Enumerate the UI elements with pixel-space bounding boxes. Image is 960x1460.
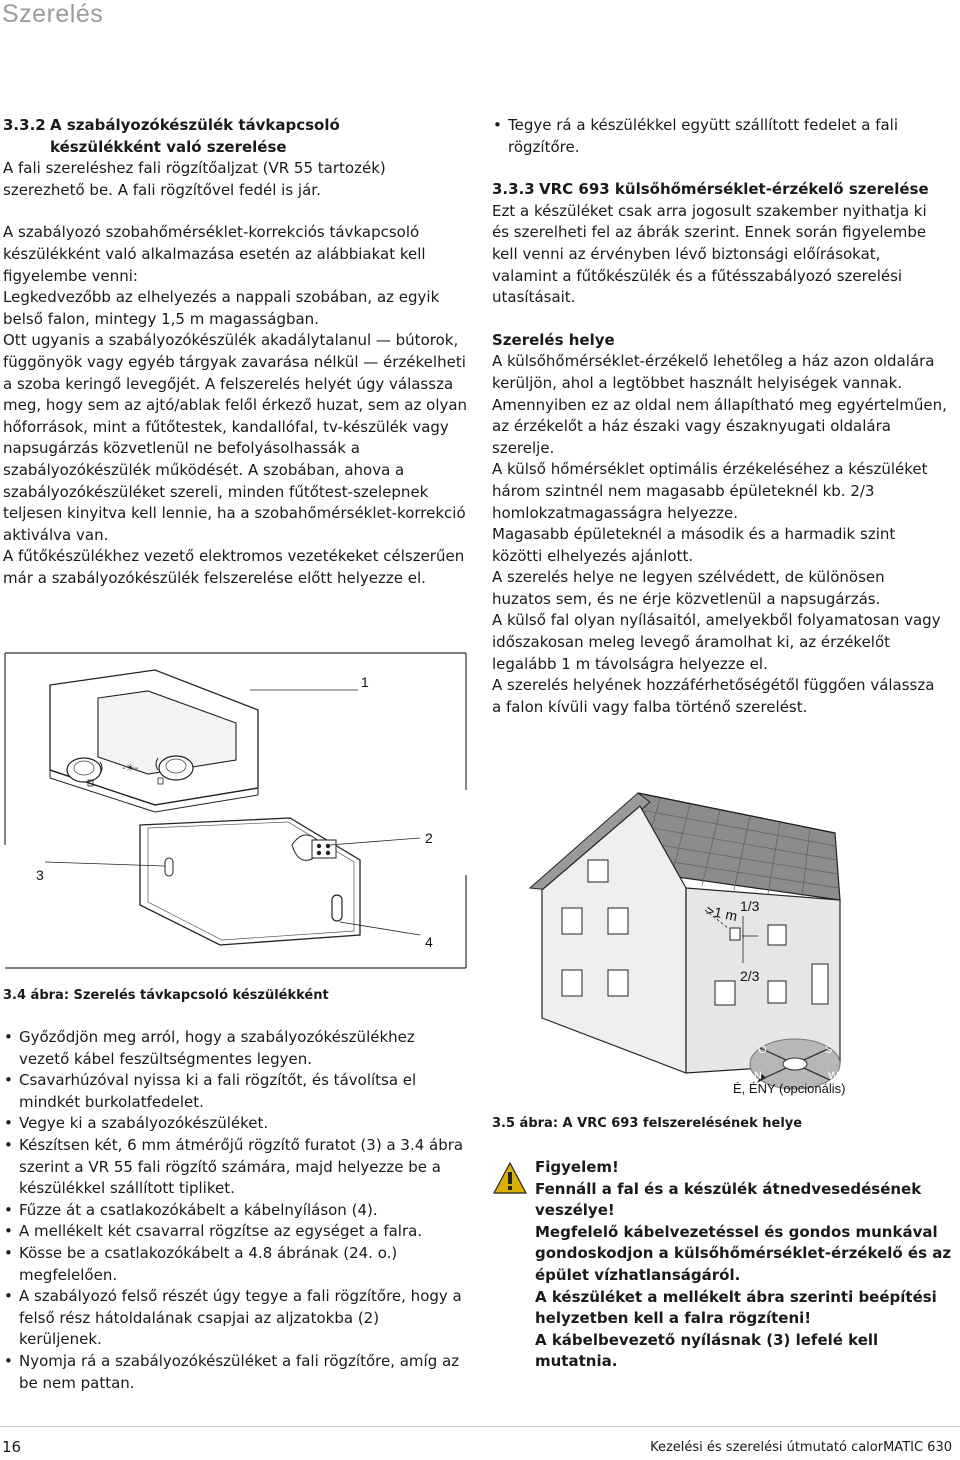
compass-w: W: [828, 1070, 839, 1082]
figure-label-4: 4: [425, 934, 433, 950]
footer-divider: [0, 1426, 960, 1427]
paragraph: Amennyiben ez az oldal nem állapítható meg egyértelműen, az érzékelőt a ház északi vagy északnyugati oldalára szerelje.: [492, 395, 947, 457]
list-item: • Győződjön meg arról, hogy a szabályozókészülékhez vezető kábel feszültségmentes legyen.: [3, 1027, 465, 1070]
warning-text: [535, 1157, 954, 1373]
svg-text:-☀-: -☀-: [122, 763, 139, 774]
figure-label-3: 3: [36, 867, 44, 883]
section-title-line2: készülékként való szerelése: [50, 137, 287, 156]
warning-triangle-icon: [492, 1161, 528, 1195]
list-item: • Csavarhúzóval nyissa ki a fali rögzítőt, és távolítsa el mindkét burkolatfedelet.: [3, 1070, 465, 1113]
list-item: • Nyomja rá a szabályozókészüléket a fali rögzítőre, amíg az be nem pattan.: [3, 1351, 465, 1394]
figure-3-4-caption: 3.4 ábra: Szerelés távkapcsoló készülékként: [3, 988, 329, 1003]
page-number: 16: [2, 1438, 22, 1456]
label-one-third: 1/3: [740, 898, 760, 914]
paragraph: A szerelés helyének hozzáférhetőségétől függően válassza a falon kívüli vagy falba történő szerelést.: [492, 676, 935, 716]
list-item: • Kösse be a csatlakozókábelt a 4.8 ábrának (24. o.) megfelelően.: [3, 1243, 465, 1286]
compass-n: N: [754, 1070, 762, 1082]
list-item: • Tegye rá a készülékkel együtt szállított fedelet a fali rögzítőre.: [492, 115, 947, 158]
paragraph: A szabályozó szobahőmérséklet-korrekciós távkapcsoló készülékként való alkalmazása esetén az alábbiakat kell figyelembe venni:: [3, 223, 426, 285]
right-column: [492, 115, 947, 718]
footer-title: Kezelési és szerelési útmutató calorMATIC 630: [650, 1440, 952, 1455]
compass-o: O: [758, 1044, 767, 1056]
section-number: 3.3.3: [492, 180, 535, 199]
section-number: 3.3.2: [3, 116, 46, 134]
left-column: [3, 115, 468, 589]
paragraph: A szerelés helye ne legyen szélvédett, de különösen huzatos sem, és ne érje közvetlenül a napsugárzás.: [492, 568, 885, 608]
list-item: • Vegye ki a szabályozókészüléket.: [3, 1113, 465, 1135]
installation-steps-list: [3, 1027, 465, 1394]
figure-3-4: [0, 650, 470, 970]
paragraph: Magasabb épületeknél a második és a harmadik szint közötti elhelyezés ajánlott.: [492, 525, 896, 565]
label-two-thirds: 2/3: [740, 968, 760, 984]
paragraph: Legkedvezőbb az elhelyezés a nappali szobában, az egyik belső falon, mintegy 1,5 m magasságban.: [3, 288, 440, 328]
warning-line: Megfelelő kábelvezetéssel és gondos munkával gondoskodjon a külsőhőmérséklet-érzékelő és az épület vízhatlanságáról.: [535, 1222, 952, 1284]
orientation-option-label: É, ÉNY (opcionális): [733, 1081, 846, 1096]
page-header-title: Szerelés: [2, 0, 104, 28]
list-item: • A mellékelt két csavarral rögzítse az egységet a falra.: [3, 1221, 465, 1243]
right-top-bullet-list: [492, 115, 947, 158]
list-item: • Készítsen két, 6 mm átmérőjű rögzítő furatot (3) a 3.4 ábra szerint a VR 55 fali rögzítő számára, majd helyezze be a készülékkel szállított tipliket.: [3, 1135, 465, 1200]
figure-3-5: [490, 778, 956, 1108]
paragraph: A külső fal olyan nyílásaitól, amelyekből folyamatosan vagy időszakosan meleg levegő áramolhat ki, az érzékelőt legalább 1 m távolságra helyezze el.: [492, 611, 941, 673]
warning-title: Figyelem!: [535, 1158, 619, 1176]
compass-s: S: [825, 1044, 833, 1056]
warning-block: [492, 1157, 954, 1373]
list-item: • Fűzze át a csatlakozókábelt a kábelnyíláson (4).: [3, 1200, 465, 1222]
paragraph: A fali szereléshez fali rögzítőaljzat (VR 55 tartozék) szerezhető be. A fali rögzítővel fedél is jár.: [3, 159, 386, 199]
section-heading-3-3-3: [492, 179, 947, 201]
wall-mount-illustration: [0, 650, 470, 970]
list-item: • A szabályozó felső részét úgy tegye a fali rögzítőre, hogy a felső rész hátoldalának csapjai az aljzatokba (2) kerüljenek.: [3, 1286, 465, 1351]
house-illustration: [490, 778, 956, 1108]
section-heading-3-3-2: [3, 115, 468, 158]
warning-line: A készüléket a mellékelt ábra szerinti beépítési helyzetben kell a falra rögzíteni!: [535, 1287, 937, 1328]
right-intro: Ezt a készüléket csak arra jogosult szakember nyithatja ki és szerelheti fel az ábrák szerint. Ennek során figyelembe kell venni az érvényben lévő biztonsági előírásokat, valamint a fűtőkészülék és a fűtésszabályozó szerelési utasításait.: [492, 201, 927, 307]
section-title: VRC 693 külsőhőmérséklet-érzékelő szerelése: [539, 180, 929, 199]
figure-3-5-caption: 3.5 ábra: A VRC 693 felszerelésének helye: [492, 1116, 803, 1131]
label-greater-than-1m: >1 m: [704, 901, 739, 925]
paragraph: A külsőhőmérséklet-érzékelő lehetőleg a ház azon oldalára kerüljön, ahol a legtöbbet használt helyiségek vannak.: [492, 352, 935, 392]
left-body-text: [3, 158, 468, 589]
warning-line: A kábelbevezető nyílásnak (3) lefelé kell mutatnia.: [535, 1330, 879, 1371]
section-title-line1: A szabályozókészülék távkapcsoló: [50, 116, 340, 134]
paragraph: Ott ugyanis a szabályozókészülék akadálytalanul — bútorok, függönyök vagy egyéb tárgyak zavarása nélkül — érzékelheti a szoba keringő levegőjét. A felszerelés helyét úgy válassza meg, hogy sem az ajtó/ablak felől érkező huzat, sem az olyan hőforrások, mint a fűtőtestek, kandallófal, tv-készülék vagy napsugárzás közvetlenül ne befolyásolhassák a szabályozókészülék működését. A szobában, ahova a szabályozókészüléket szereli, minden fűtőtest-szelepnek teljesen kinyitva kell lennie, ha a szobahőmérséklet-korrekció aktiválva van.: [3, 331, 468, 544]
figure-label-1: 1: [361, 674, 369, 690]
figure-label-2: 2: [425, 830, 433, 846]
right-body-text: [492, 351, 947, 718]
warning-line: Fennáll a fal és a készülék átnedvesedésének veszélye!: [535, 1179, 922, 1220]
paragraph: A külső hőmérséklet optimális érzékeléséhez a készüléket három szintnél nem magasabb épületeknél kb. 2/3 homlokzatmagasságra helyezze.: [492, 460, 928, 522]
subheading-szereles-helye: Szerelés helye: [492, 330, 615, 349]
paragraph: A fűtőkészülékhez vezető elektromos vezetékeket célszerűen már a szabályozókészülék felszerelése előtt helyezze el.: [3, 547, 465, 587]
